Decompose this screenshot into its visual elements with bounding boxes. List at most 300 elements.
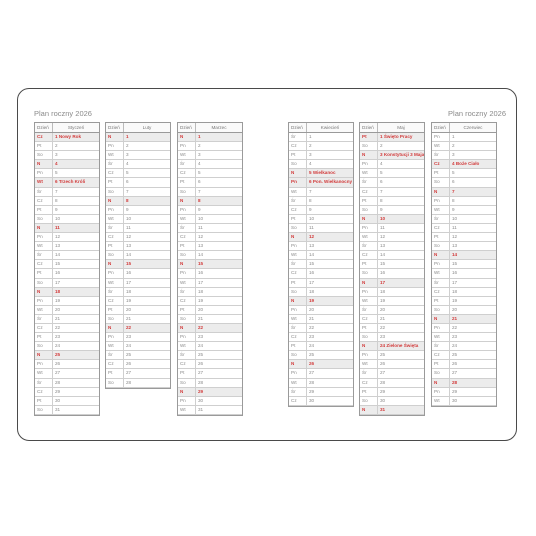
day-row [35, 197, 99, 206]
weekday-abbrev: So [432, 369, 450, 377]
day-number: 19 [309, 297, 315, 303]
day-number: 17 [309, 279, 315, 285]
day-row [178, 324, 242, 333]
day-number: 29 [380, 388, 386, 394]
weekday-abbrev: So [178, 315, 196, 323]
day-number: 8 [198, 197, 201, 203]
day-row [106, 242, 170, 251]
month-header [360, 123, 424, 133]
day-number: 16 [380, 270, 386, 276]
day-row [178, 388, 242, 397]
day-row [178, 269, 242, 278]
weekday-abbrev: Cz [432, 224, 450, 232]
weekday-abbrev: Wt [432, 269, 450, 277]
weekday-abbrev: Cz [106, 297, 124, 305]
weekday-abbrev: Wt [289, 379, 307, 387]
day-number: 5 Wielkanoc [309, 170, 336, 176]
day-row [178, 379, 242, 388]
day-number: 7 [309, 188, 312, 194]
weekday-abbrev: Pt [360, 197, 378, 205]
weekday-abbrev: N [360, 406, 378, 414]
day-number: 25 [126, 352, 132, 358]
weekday-abbrev: N [106, 133, 124, 141]
day-number: 3 [198, 152, 201, 158]
day-row [360, 333, 424, 342]
day-row [178, 306, 242, 315]
day-row [35, 379, 99, 388]
day-row [360, 324, 424, 333]
day-number: 6 Trzech Króli [55, 179, 86, 185]
weekday-abbrev: Pt [289, 342, 307, 350]
day-row [106, 142, 170, 151]
day-number: 24 Zielone Święta [380, 343, 419, 349]
day-number: 16 [309, 270, 315, 276]
day-row [35, 315, 99, 324]
day-number: 20 [55, 306, 61, 312]
day-number: 26 [309, 361, 315, 367]
day-row [289, 288, 353, 297]
weekday-abbrev: Cz [35, 133, 53, 141]
weekday-abbrev: Cz [360, 188, 378, 196]
weekday-abbrev: Pn [289, 242, 307, 250]
weekday-abbrev: Cz [289, 333, 307, 341]
weekday-abbrev: So [289, 288, 307, 296]
weekday-abbrev: Pn [35, 169, 53, 177]
day-number: 29 [309, 388, 315, 394]
day-row [289, 169, 353, 178]
day-row [289, 233, 353, 242]
day-row [35, 260, 99, 269]
month-table [34, 122, 100, 416]
day-number: 12 [309, 234, 315, 240]
weekday-abbrev: Pt [360, 133, 378, 141]
day-row [35, 279, 99, 288]
day-number: 18 [380, 288, 386, 294]
weekday-abbrev: N [289, 297, 307, 305]
day-row [289, 379, 353, 388]
day-number: 1 [452, 134, 455, 139]
weekday-abbrev: Pn [289, 306, 307, 314]
weekday-abbrev: N [360, 279, 378, 287]
month-table [105, 122, 171, 389]
day-row [432, 206, 496, 215]
weekday-abbrev: N [360, 151, 378, 159]
weekday-abbrev: N [178, 197, 196, 205]
day-row [432, 360, 496, 369]
day-number: 1 [309, 134, 312, 139]
day-row [432, 188, 496, 197]
month-name: Maj [397, 125, 405, 130]
day-number: 4 Boże Ciało [452, 161, 480, 167]
weekday-abbrev: So [360, 333, 378, 341]
weekday-abbrev: So [360, 397, 378, 405]
day-row [35, 133, 99, 142]
day-number: 28 [55, 379, 61, 385]
day-row [432, 279, 496, 288]
day-number: 8 [452, 197, 455, 203]
day-number: 30 [380, 397, 386, 403]
day-row [432, 233, 496, 242]
day-row [178, 360, 242, 369]
day-row [432, 197, 496, 206]
weekday-abbrev: Wt [178, 342, 196, 350]
day-number: 4 [380, 161, 383, 167]
day-number: 5 [198, 170, 201, 176]
weekday-abbrev: Cz [289, 397, 307, 405]
day-row [178, 397, 242, 406]
day-number: 10 [198, 215, 204, 221]
day-row [360, 360, 424, 369]
day-row [289, 188, 353, 197]
day-row [360, 160, 424, 169]
month-name: Styczeń [67, 125, 85, 130]
day-number: 11 [55, 224, 60, 230]
day-row [178, 188, 242, 197]
day-row [289, 269, 353, 278]
weekday-abbrev: N [432, 188, 450, 196]
day-row [289, 224, 353, 233]
month-header [35, 123, 99, 133]
day-number: 12 [380, 234, 386, 240]
day-number: 20 [198, 306, 204, 312]
day-number: 23 [55, 334, 61, 340]
day-row [360, 133, 424, 142]
weekday-abbrev: Cz [360, 379, 378, 387]
day-number: 22 [380, 324, 386, 330]
day-row [178, 297, 242, 306]
day-number: 25 [309, 352, 315, 358]
day-row [360, 206, 424, 215]
day-number: 9 [309, 206, 312, 212]
day-number: 8 [309, 197, 312, 203]
day-row [289, 197, 353, 206]
day-number: 22 [55, 324, 61, 330]
day-number: 11 [126, 224, 131, 230]
day-row [360, 169, 424, 178]
day-number: 5 [126, 170, 129, 176]
weekday-abbrev: So [360, 269, 378, 277]
day-number: 7 [452, 188, 455, 194]
day-row [432, 397, 496, 406]
day-row [106, 224, 170, 233]
day-row [35, 333, 99, 342]
day-row [35, 151, 99, 160]
day-number: 3 Konstytucji 3 Maja [380, 152, 424, 158]
day-column-header: Dzień [106, 123, 124, 132]
day-number: 9 [198, 206, 201, 212]
weekday-abbrev: Pn [178, 333, 196, 341]
month-header [178, 123, 242, 133]
day-number: 20 [126, 306, 132, 312]
weekday-abbrev: Pt [289, 279, 307, 287]
day-row [360, 224, 424, 233]
day-row [289, 206, 353, 215]
day-row [178, 406, 242, 415]
day-row [289, 324, 353, 333]
day-number: 20 [452, 306, 458, 312]
day-number: 20 [309, 306, 315, 312]
day-number: 30 [55, 397, 61, 403]
month-header [289, 123, 353, 133]
day-number: 10 [452, 215, 458, 221]
day-number: 23 [452, 334, 458, 340]
weekday-abbrev: Pt [178, 306, 196, 314]
day-row [289, 242, 353, 251]
weekday-abbrev: N [289, 169, 307, 177]
day-row [360, 297, 424, 306]
weekday-abbrev: Cz [432, 160, 450, 168]
weekday-abbrev: Wt [178, 151, 196, 159]
day-number: 22 [452, 324, 458, 330]
day-number: 9 [126, 206, 129, 212]
day-row [360, 188, 424, 197]
day-row [432, 351, 496, 360]
weekday-abbrev: Śr [106, 288, 124, 296]
day-row [289, 251, 353, 260]
month-table [359, 122, 425, 416]
day-row [106, 233, 170, 242]
weekday-abbrev: So [178, 379, 196, 387]
day-row [106, 215, 170, 224]
day-row [178, 206, 242, 215]
day-number: 17 [198, 279, 204, 285]
day-row [35, 251, 99, 260]
day-number: 18 [452, 288, 458, 294]
day-row [178, 342, 242, 351]
day-number: 9 [55, 206, 58, 212]
day-row [432, 315, 496, 324]
weekday-abbrev: Cz [289, 206, 307, 214]
day-number: 12 [55, 234, 61, 240]
day-number: 23 [126, 334, 132, 340]
day-row [289, 351, 353, 360]
day-row [360, 233, 424, 242]
day-row [360, 288, 424, 297]
day-number: 22 [198, 324, 204, 330]
day-row [35, 397, 99, 406]
month-table [431, 122, 497, 407]
day-row [35, 160, 99, 169]
weekday-abbrev: So [432, 178, 450, 186]
day-number: 6 Pon. Wielkanocny [309, 179, 353, 185]
weekday-abbrev: Wt [35, 369, 53, 377]
day-row [35, 342, 99, 351]
day-row [432, 251, 496, 260]
day-number: 8 [126, 197, 129, 203]
day-row [360, 379, 424, 388]
month-header [106, 123, 170, 133]
day-row [106, 324, 170, 333]
weekday-abbrev: So [35, 151, 53, 159]
day-number: 27 [452, 370, 458, 376]
day-row [178, 215, 242, 224]
weekday-abbrev: So [360, 206, 378, 214]
day-row [178, 160, 242, 169]
weekday-abbrev: So [360, 142, 378, 150]
weekday-abbrev: So [35, 279, 53, 287]
day-row [289, 215, 353, 224]
day-row [360, 369, 424, 378]
weekday-abbrev: So [35, 406, 53, 414]
day-number: 18 [126, 288, 132, 294]
day-row [289, 178, 353, 187]
day-number: 26 [198, 361, 204, 367]
day-number: 23 [380, 334, 386, 340]
day-number: 13 [452, 243, 458, 249]
weekday-abbrev: So [106, 379, 124, 387]
day-number: 26 [55, 361, 61, 367]
day-number: 23 [198, 334, 204, 340]
day-number: 29 [198, 388, 204, 394]
weekday-abbrev: Pt [289, 151, 307, 159]
weekday-abbrev: Śr [35, 379, 53, 387]
day-row [178, 251, 242, 260]
weekday-abbrev: Pt [35, 269, 53, 277]
day-row [360, 351, 424, 360]
day-row [178, 351, 242, 360]
weekday-abbrev: Śr [106, 160, 124, 168]
day-number: 25 [198, 352, 204, 358]
day-row [35, 142, 99, 151]
day-number: 2 [126, 143, 129, 149]
day-number: 7 [126, 188, 129, 194]
weekday-abbrev: So [106, 188, 124, 196]
day-number: 26 [126, 361, 132, 367]
weekday-abbrev: Pt [35, 397, 53, 405]
day-number: 9 [452, 206, 455, 212]
day-row [106, 260, 170, 269]
day-row [360, 406, 424, 415]
weekday-abbrev: Pt [360, 388, 378, 396]
day-row [432, 169, 496, 178]
day-number: 28 [452, 379, 458, 385]
day-row [432, 333, 496, 342]
month-name: Luty [142, 125, 152, 130]
weekday-abbrev: Cz [178, 360, 196, 368]
day-number: 21 [309, 315, 315, 321]
weekday-abbrev: N [35, 224, 53, 232]
weekday-abbrev: Pt [106, 306, 124, 314]
weekday-abbrev: Wt [360, 169, 378, 177]
weekday-abbrev: N [106, 260, 124, 268]
weekday-abbrev: Pn [432, 388, 450, 396]
day-number: 13 [126, 243, 132, 249]
day-column-header: Dzień [432, 123, 450, 132]
weekday-abbrev: Śr [289, 388, 307, 396]
day-number: 6 [380, 179, 383, 185]
day-row [178, 333, 242, 342]
day-row [106, 133, 170, 142]
day-row [35, 297, 99, 306]
weekday-abbrev: Pt [35, 333, 53, 341]
day-row [106, 306, 170, 315]
day-number: 7 [198, 188, 201, 194]
day-number: 19 [198, 297, 204, 303]
day-number: 10 [126, 215, 132, 221]
day-number: 17 [380, 279, 386, 285]
weekday-abbrev: Pt [360, 324, 378, 332]
weekday-abbrev: N [35, 351, 53, 359]
day-number: 27 [198, 370, 204, 376]
day-row [360, 397, 424, 406]
day-row [360, 388, 424, 397]
month-header [432, 123, 496, 133]
weekday-abbrev: Pt [432, 297, 450, 305]
day-row [106, 279, 170, 288]
weekday-abbrev: So [289, 224, 307, 232]
day-number: 28 [380, 379, 386, 385]
day-row [289, 279, 353, 288]
weekday-abbrev: Śr [35, 315, 53, 323]
weekday-abbrev: Wt [106, 342, 124, 350]
day-number: 28 [126, 379, 132, 385]
weekday-abbrev: Cz [106, 360, 124, 368]
day-row [35, 388, 99, 397]
day-row [360, 151, 424, 160]
day-row [106, 197, 170, 206]
day-row [178, 178, 242, 187]
weekday-abbrev: Pn [106, 269, 124, 277]
day-number: 1 Nowy Rok [55, 134, 82, 139]
day-number: 3 [126, 152, 129, 158]
day-row [289, 315, 353, 324]
day-row [289, 360, 353, 369]
day-number: 1 [126, 134, 129, 139]
day-number: 2 [309, 143, 312, 149]
day-row [106, 369, 170, 378]
day-number: 26 [452, 361, 458, 367]
day-column-header: Dzień [289, 123, 307, 132]
day-number: 14 [55, 252, 61, 258]
day-row [289, 333, 353, 342]
weekday-abbrev: Pn [360, 160, 378, 168]
day-number: 5 [452, 170, 455, 176]
day-number: 12 [198, 234, 204, 240]
day-row [35, 406, 99, 415]
day-row [289, 388, 353, 397]
day-row [360, 197, 424, 206]
weekday-abbrev: Pn [289, 369, 307, 377]
day-row [35, 288, 99, 297]
weekday-abbrev: Pt [360, 260, 378, 268]
day-number: 28 [309, 379, 315, 385]
weekday-abbrev: Pt [106, 178, 124, 186]
day-row [106, 297, 170, 306]
weekday-abbrev: Pt [432, 233, 450, 241]
day-number: 19 [55, 297, 61, 303]
day-row [35, 369, 99, 378]
month-name: Czerwiec [463, 125, 483, 130]
day-number: 30 [309, 397, 315, 403]
weekday-abbrev: So [432, 242, 450, 250]
day-row [106, 360, 170, 369]
weekday-abbrev: So [178, 251, 196, 259]
weekday-abbrev: Wt [178, 279, 196, 287]
day-number: 11 [198, 224, 203, 230]
weekday-abbrev: Śr [178, 160, 196, 168]
day-row [106, 178, 170, 187]
month-name: Kwiecień [320, 125, 340, 130]
weekday-abbrev: Pt [106, 242, 124, 250]
day-number: 14 [309, 252, 315, 258]
day-row [35, 233, 99, 242]
weekday-abbrev: Wt [106, 215, 124, 223]
day-number: 2 [198, 143, 201, 149]
day-row [432, 324, 496, 333]
day-number: 12 [452, 234, 458, 240]
day-number: 15 [380, 261, 386, 267]
weekday-abbrev: Wt [432, 333, 450, 341]
